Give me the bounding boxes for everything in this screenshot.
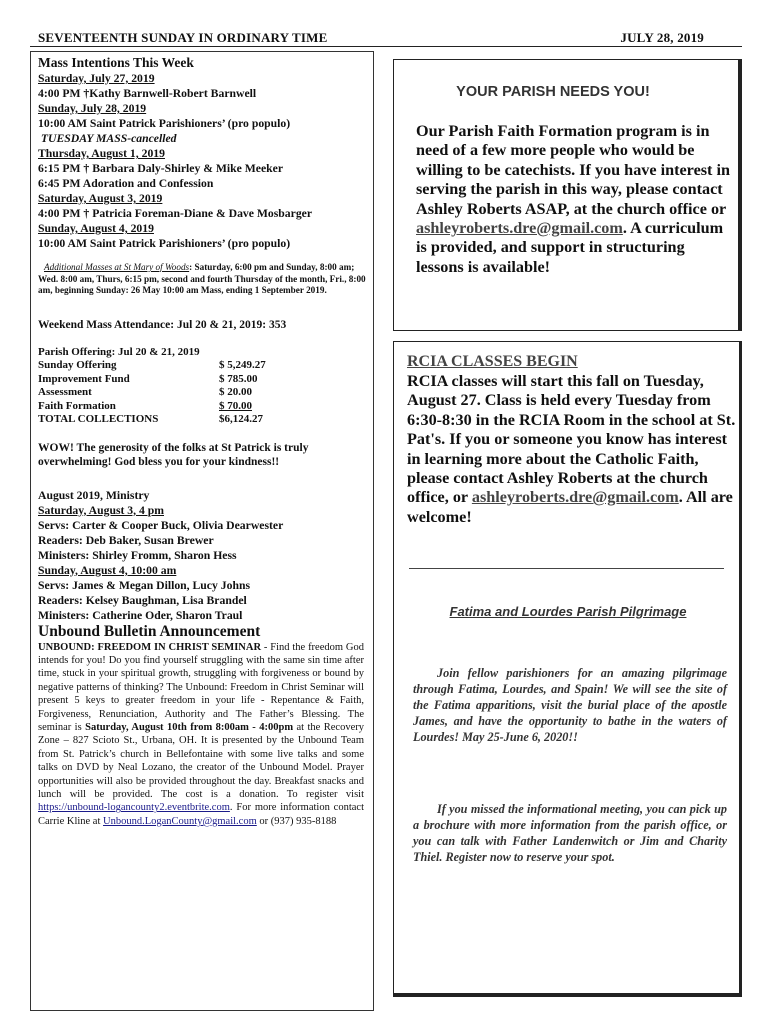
offering-title: Parish Offering: Jul 20 & 21, 2019 [38, 345, 200, 358]
needs-title: YOUR PARISH NEEDS YOU! [456, 84, 650, 100]
header-date: JULY 28, 2019 [620, 30, 704, 45]
unbound-register-link[interactable]: https://unbound-logancounty2.eventbrite.com [38, 802, 230, 814]
additional-masses [38, 262, 374, 297]
mass-intentions-list [38, 71, 374, 251]
offering-value: $ 5,249.27 [219, 359, 266, 371]
mi-line: 4:00 PM †Kathy Barnwell-Robert Barnwell [38, 87, 257, 100]
ministry-line: Servs: Carter & Cooper Buck, Olivia Dearwester [38, 518, 284, 532]
ministry-line: Sunday, August 4, 10:00 am [38, 563, 177, 577]
additional-masses-label: Additional Masses at St Mary of Woods [44, 262, 190, 272]
section-divider [409, 568, 724, 569]
offering-value: $ 785.00 [219, 372, 258, 385]
mi-line: 10:00 AM Saint Patrick Parishioners’ (pro populo) [38, 117, 291, 130]
header-divider [30, 46, 742, 47]
offering-label: TOTAL COLLECTIONS [38, 413, 159, 425]
generosity-note: WOW! The generosity of the folks at St Patrick is truly overwhelming! God bless you for your kindness!! [38, 441, 309, 468]
unbound-email-link[interactable]: Unbound.LoganCounty@gmail.com [103, 815, 257, 827]
ministry-line: Saturday, August 3, 4 pm [38, 503, 164, 517]
offering-value: $ 20.00 [219, 386, 252, 398]
ministry-line: Servs: James & Megan Dillon, Lucy Johns [38, 578, 251, 592]
unbound-body [38, 641, 364, 829]
mi-line: Saturday, August 3, 2019 [38, 192, 163, 205]
ministry-line: Ministers: Shirley Fromm, Sharon Hess [38, 548, 237, 562]
rcia-text-1: RCIA classes will start this fall on Tuesday, August 27. Class is held every Tuesday from 6:30-8:30 in the RCIA Room in the school at St. Pat's. If you or someone you know has interest in learning more about the Catholic Faith, please contact Ashley Roberts at the church office, or [407, 372, 736, 507]
unbound-text-1: - Find the freedom God intends for you! Do you find yourself struggling with the same sin time after time, stuck in your spiritual growth, struggling with forgiveness or bound by negative patterns of thinking? The Unbound: Freedom in Christ Seminar will present 5 keys to greater freedom in your life - Repentance & Faith, Forgiveness, Renunciation, Authority and The Father’s Blessing. The seminar is [38, 641, 364, 733]
mi-line: Sunday, August 4, 2019 [38, 222, 154, 235]
unbound-text-2: at the Recovery Zone – 827 Scioto St., Urbana, OH. It is presented by the Unbound Team from St. Patrick’s church in Bellefontaine with some live talks and some talks on DVD by Neal Lozano, the creator of the Unbound Model. Prayer opportunities will also be provided throughout the day. Breakfast snacks and lunch will be provided. The cost is a donation. To register visit [38, 721, 364, 800]
offering-value: $ 70.00 [219, 399, 252, 412]
pilgrimage-title: Fatima and Lourdes Parish Pilgrimage [449, 604, 687, 619]
ministry-line: Readers: Kelsey Baughman, Lisa Brandel [38, 593, 247, 607]
rcia-text-2: . All are welcome! [407, 488, 733, 526]
rcia-title: RCIA CLASSES BEGIN [407, 353, 578, 370]
mass-intentions-title: Mass Intentions This Week [38, 55, 194, 70]
mi-line: Sunday, July 28, 2019 [38, 102, 147, 115]
ministry-line: Ministers: Catherine Oder, Sharon Traul [38, 608, 243, 622]
header-title: SEVENTEENTH SUNDAY IN ORDINARY TIME [38, 30, 328, 45]
pilgrimage-text-1: Join fellow parishioners for an amazing pilgrimage through Fatima, Lourdes, and Spain! We will see the site of the Fatima apparitions, visit the burial place of the apostle James, and have the opportunity to bathe in the waters of Lourdes! May 25-June 6, 2020!! [413, 666, 727, 744]
left-column [38, 54, 374, 828]
offering-value: $6,124.27 [219, 413, 263, 425]
ministry-list [38, 503, 374, 623]
mi-line: Saturday, July 27, 2019 [38, 72, 155, 85]
pilgrimage-text-2: If you missed the informational meeting, you can pick up a brochure with more information from the parish office, or you can talk with Father Landenwitch or Jim and Charity Thiel. Register now to reserve your spot. [413, 802, 727, 864]
pilgrimage-paragraph-2 [413, 801, 727, 865]
rcia-email-link[interactable]: ashleyroberts.dre@gmail.com [471, 488, 679, 507]
rcia-body [407, 372, 739, 527]
unbound-heading: UNBOUND: FREEDOM IN CHRIST SEMINAR [38, 641, 262, 653]
unbound-text-4: or (937) 935-8188 [256, 815, 337, 827]
ministry-title: August 2019, Ministry [38, 488, 150, 502]
mi-line: 4:00 PM † Patricia Foreman-Diane & Dave Mosbarger [38, 207, 313, 220]
needs-text-1: Our Parish Faith Formation program is in need of a few more people who would be willing to be catechists. If you have interest in serving the parish in this way, please contact Ashley Roberts ASAP, at the church office or [416, 122, 730, 218]
mi-line: Thursday, August 1, 2019 [38, 147, 165, 160]
offering-label: Faith Formation [38, 399, 116, 412]
offering-table [38, 359, 374, 427]
needs-text-2: . A curriculum is provided, and support in structuring lessons is available! [416, 219, 724, 276]
attendance: Weekend Mass Attendance: Jul 20 & 21, 2019: 353 [38, 318, 287, 331]
mi-line: 10:00 AM Saint Patrick Parishioners’ (pro populo) [38, 237, 291, 250]
offering-label: Improvement Fund [38, 372, 130, 385]
unbound-title: Unbound Bulletin Announcement [38, 622, 261, 640]
additional-masses-text: : Saturday, 6:00 pm and Sunday, 8:00 am; Wed. 8:00 am, Thurs, 6:15 pm, second and fourth Thursday of the month, Fri., 8:00 am, beginning Sunday: 26 May 10:00 am Mass, ending 1 September 2019. [38, 262, 366, 295]
unbound-date: Saturday, August 10th from 8:00am - 4:00pm [85, 721, 294, 733]
offering-label: Sunday Offering [38, 359, 117, 371]
unbound-text-3: . For more information contact Carrie Kline at [38, 802, 364, 827]
mi-line: TUESDAY MASS-cancelled [38, 132, 177, 145]
pilgrimage-paragraph-1 [413, 665, 727, 745]
ministry-line: Readers: Deb Baker, Susan Brewer [38, 533, 214, 547]
offering-label: Assessment [38, 386, 92, 398]
mi-line: 6:15 PM † Barbara Daly-Shirley & Mike Meeker [38, 162, 284, 175]
mi-line: 6:45 PM Adoration and Confession [38, 177, 214, 190]
needs-email-link[interactable]: ashleyroberts.dre@gmail.com [416, 219, 623, 238]
needs-body [416, 122, 732, 277]
